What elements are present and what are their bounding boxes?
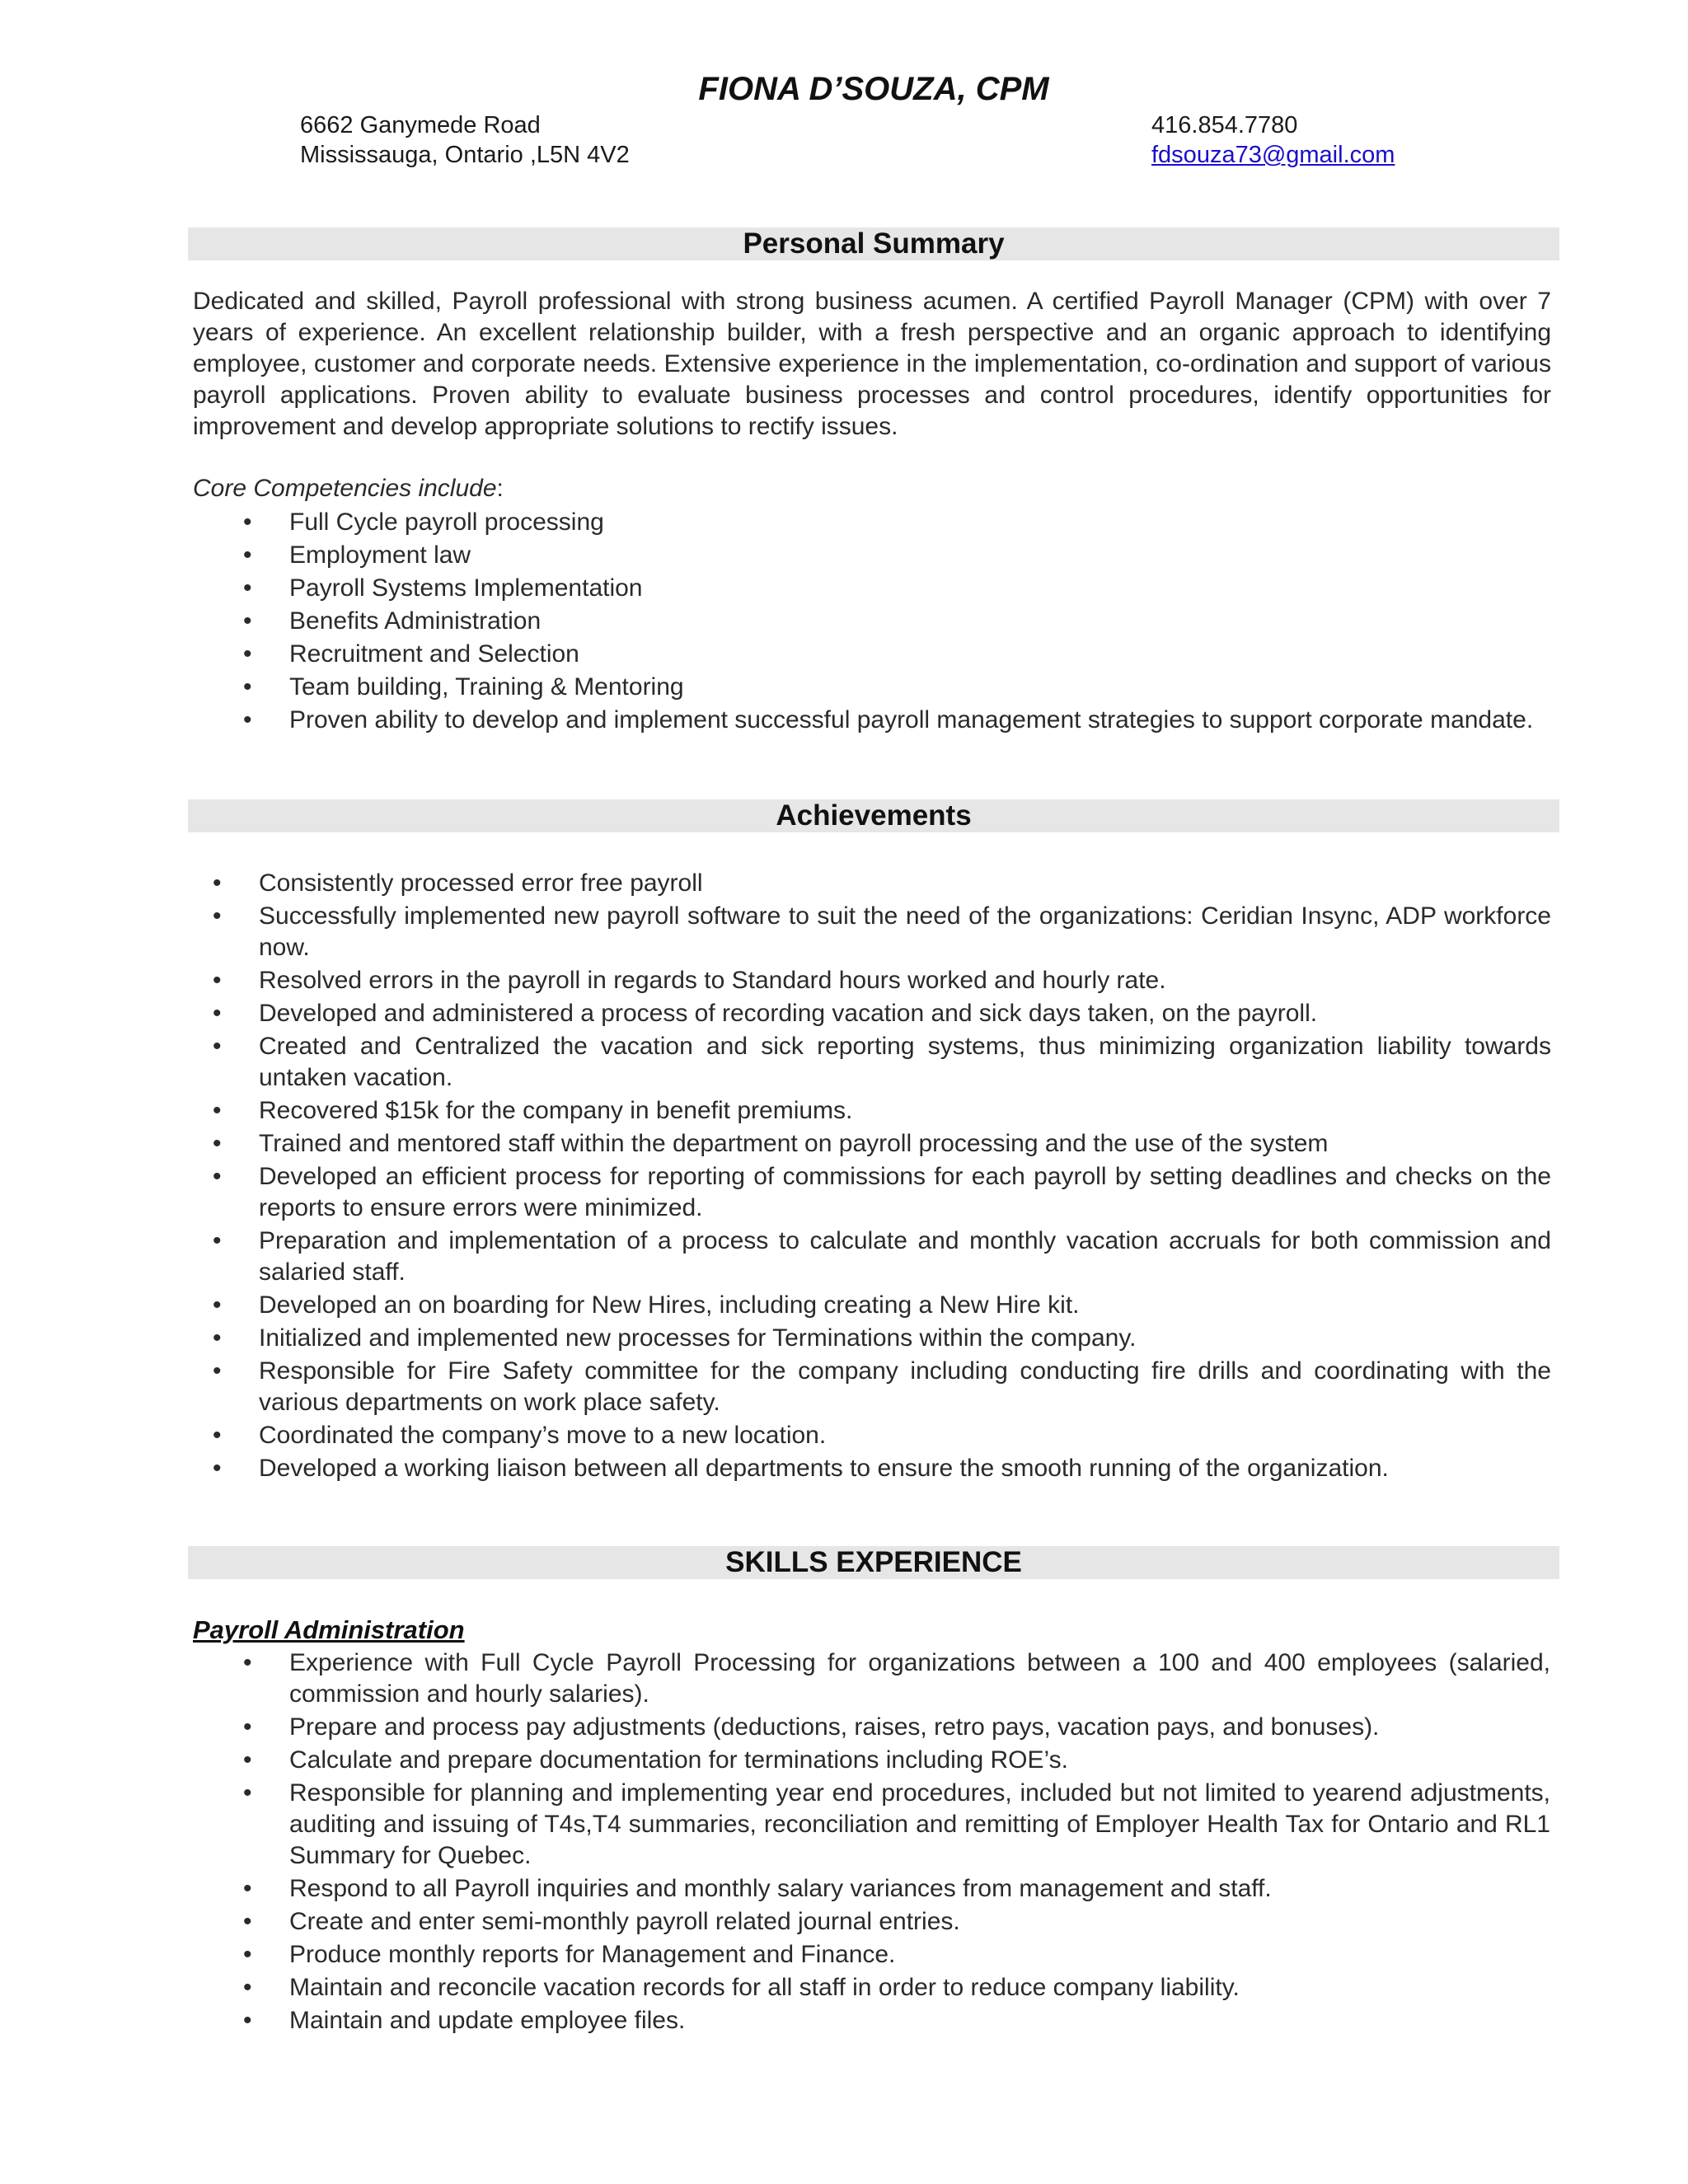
address-block: [300, 110, 630, 170]
achievement-item: • Initialized and implemented new processes for Terminations within the company.: [259, 1323, 1551, 1354]
summary-paragraph: Dedicated and skilled, Payroll professional with strong business acumen. A certified Payroll Manager (CPM) with over 7 years of experience. An excellent relationship builder, with a fresh perspective and an organic approach to identifying employee, customer and corporate needs. Extensive experience in the implementation, co-ordination and support of various payroll applications. Proven ability to evaluate business processes and control procedures, identify opportunities for improvement and develop appropriate solutions to rectify issues.: [193, 288, 1551, 440]
payroll-administration-subheading: Payroll Administration: [193, 1615, 465, 1644]
skills-list: [289, 1647, 1550, 2036]
achievements-header: [188, 799, 1559, 832]
skill-item: • Maintain and reconcile vacation records for all staff in order to reduce company liability.: [289, 1972, 1550, 2004]
competencies-list: [289, 507, 1550, 736]
section-title: SKILLS EXPERIENCE: [725, 1546, 1022, 1578]
achievements-list: [259, 868, 1551, 1484]
skill-item: • Experience with Full Cycle Payroll Processing for organizations between a 100 and 400 employees (salaried, commission and hourly salaries).: [289, 1647, 1550, 1710]
section-title: Achievements: [776, 799, 972, 832]
competency-item: • Team building, Training & Mentoring: [289, 672, 1550, 703]
achievement-item: • Developed an efficient process for reporting of commissions for each payroll by setting deadlines and checks on the reports to ensure errors were minimized.: [259, 1161, 1551, 1224]
core-label-colon: :: [496, 475, 504, 502]
competency-item: • Recruitment and Selection: [289, 639, 1550, 670]
skill-item: • Produce monthly reports for Management and Finance.: [289, 1939, 1550, 1971]
contact-block: [1151, 110, 1395, 170]
core-label-text: Core Competencies include: [193, 475, 497, 502]
achievement-item: • Preparation and implementation of a process to calculate and monthly vacation accruals for both commission and salaried staff.: [259, 1226, 1551, 1288]
skill-item: • Prepare and process pay adjustments (deductions, raises, retro pays, vacation pays, and bonuses).: [289, 1712, 1550, 1743]
achievement-item: • Trained and mentored staff within the department on payroll processing and the use of the system: [259, 1128, 1551, 1160]
achievement-item: • Responsible for Fire Safety committee for the company including conducting fire drills and coordinating with the various departments on work place safety.: [259, 1356, 1551, 1418]
skill-item: • Maintain and update employee files.: [289, 2005, 1550, 2036]
candidate-name: FIONA D’SOUZA, CPM: [698, 71, 1049, 107]
achievement-item: • Resolved errors in the payroll in regards to Standard hours worked and hourly rate.: [259, 965, 1551, 996]
competency-item: • Benefits Administration: [289, 606, 1550, 637]
skill-item: • Respond to all Payroll inquiries and monthly salary variances from management and staff.: [289, 1873, 1550, 1905]
skill-item: • Calculate and prepare documentation for terminations including ROE’s.: [289, 1745, 1550, 1776]
phone-number: 416.854.7780: [1151, 112, 1298, 138]
achievement-item: • Created and Centralized the vacation and sick reporting systems, thus minimizing organization liability towards untaken vacation.: [259, 1031, 1551, 1094]
core-competencies-label: [193, 475, 504, 503]
achievement-item: • Developed a working liaison between all departments to ensure the smooth running of the organization.: [259, 1453, 1551, 1484]
email-link[interactable]: fdsouza73@gmail.com: [1151, 142, 1395, 168]
achievement-item: • Developed and administered a process of recording vacation and sick days taken, on the payroll.: [259, 998, 1551, 1029]
section-title: Personal Summary: [743, 227, 1005, 260]
achievement-item: • Consistently processed error free payroll: [259, 868, 1551, 899]
competency-item: • Payroll Systems Implementation: [289, 573, 1550, 604]
achievement-item: • Successfully implemented new payroll software to suit the need of the organizations: Ceridian Insync, ADP workforce now.: [259, 901, 1551, 963]
achievement-item: • Recovered $15k for the company in benefit premiums.: [259, 1095, 1551, 1127]
skill-item: • Responsible for planning and implementing year end procedures, included but not limited to yearend adjustments, auditing and issuing of T4s,T4 summaries, reconciliation and remitting of Employer Health Tax for Ontario and RL1 Summary for Quebec.: [289, 1778, 1550, 1872]
personal-summary-header: [188, 227, 1559, 260]
competency-item: • Employment law: [289, 540, 1550, 571]
skills-experience-header: [188, 1546, 1559, 1579]
competency-item: • Proven ability to develop and implement successful payroll management strategies to support corporate mandate.: [289, 705, 1550, 736]
skill-item: • Create and enter semi-monthly payroll related journal entries.: [289, 1906, 1550, 1938]
address-line-2: Mississauga, Ontario ,L5N 4V2: [300, 142, 630, 168]
achievement-item: • Developed an on boarding for New Hires, including creating a New Hire kit.: [259, 1290, 1551, 1321]
competency-item: • Full Cycle payroll processing: [289, 507, 1550, 538]
address-line-1: 6662 Ganymede Road: [300, 112, 541, 138]
achievement-item: • Coordinated the company’s move to a new location.: [259, 1420, 1551, 1451]
